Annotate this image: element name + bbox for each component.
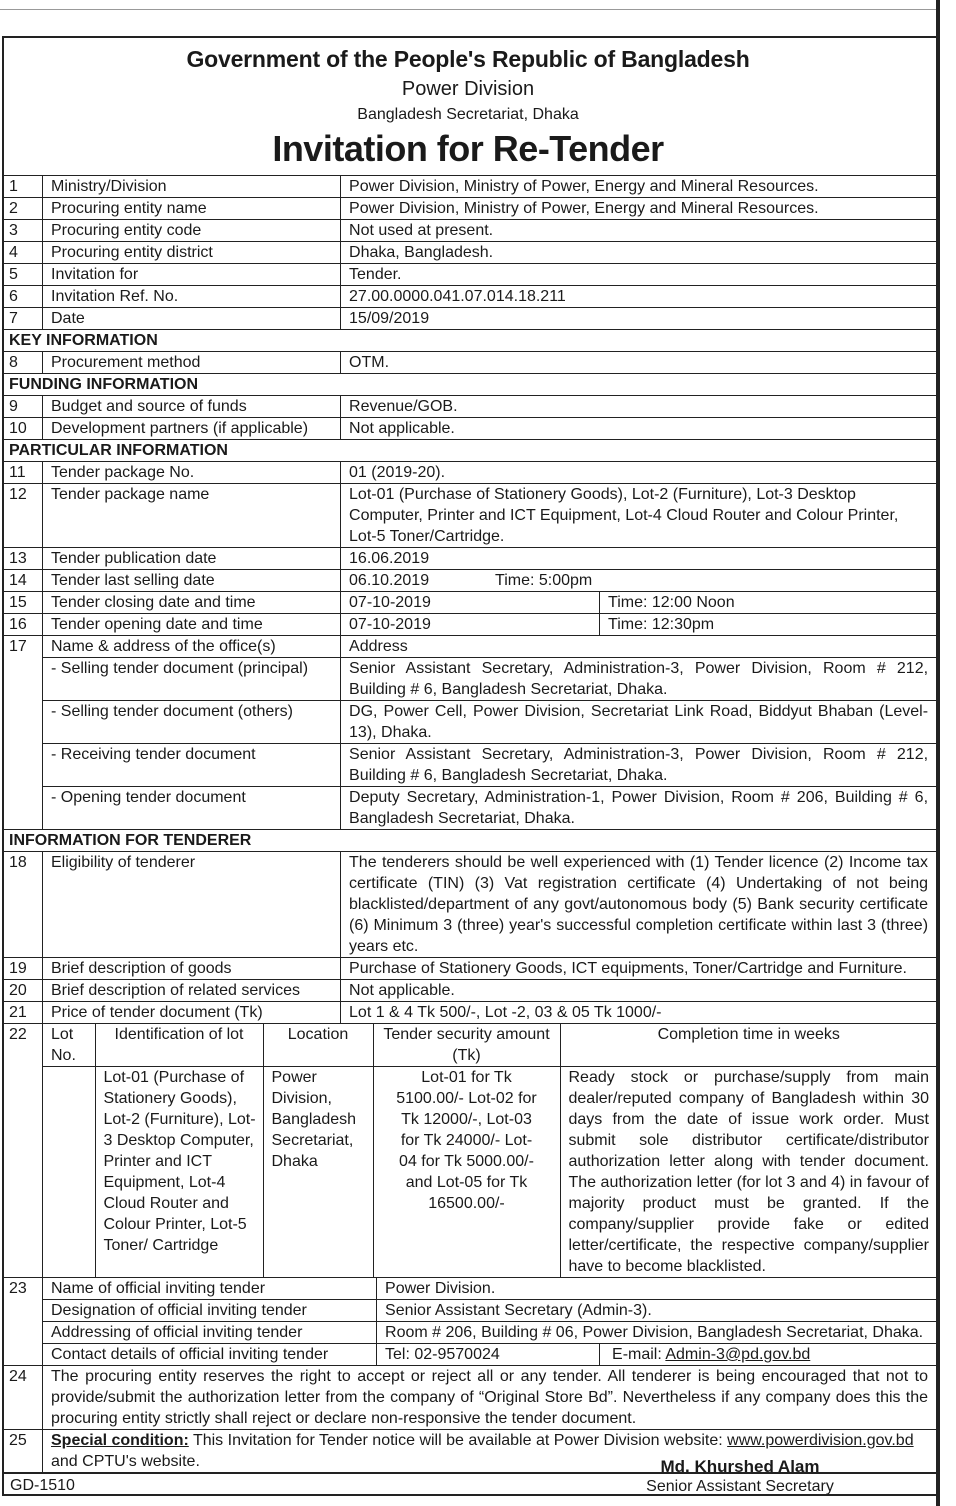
row-label: Brief description of goods [43,958,341,980]
row-label: Procuring entity name [43,198,341,220]
email-link[interactable]: Admin-3@pd.gov.bd [665,1346,811,1363]
government-heading: Government of the People's Republic of Bangladesh [186,46,750,72]
contact-email-cell [600,1344,937,1366]
lot-no-cell [43,1067,95,1278]
section-information-for-tenderer: INFORMATION FOR TENDERER [3,830,937,852]
lot-security: Lot-01 for Tk 5100.00/- Lot-02 for Tk 12000/-, Lot-03 for Tk 24000/- Lot-04 for Tk 5000.00/- and Lot-05 for Tk 16500.00/- [373,1067,560,1278]
row-label: Invitation for [43,264,341,286]
row-label: Tender opening date and time [43,614,341,636]
table-row [3,958,937,980]
row-number: 10 [3,418,43,440]
special-condition-text: This Invitation for Tender notice will be available at Power Division website: [188,1432,728,1449]
table-row [3,701,937,744]
row-label: Tender publication date [43,548,341,570]
row-value: The tenderers should be well experienced with (1) Tender licence (2) Income tax certificate (TIN) (3) Vat registration certificate (4) Undertaking of not being blacklisted/department of any govt/autonomous body (5) Bank security certificate (6) Minimum 3 (three) year's successful completion certificate within last 3 (three) years etc. [341,852,937,958]
notice-code: GD-1510 [10,1477,75,1494]
row-label: Date [43,308,341,330]
section-row [3,330,937,352]
row-label: Invitation Ref. No. [43,286,341,308]
row-number: 25 [3,1430,43,1474]
row-value: Not used at present. [341,220,937,242]
row-number: 22 [3,1024,43,1278]
row-value: 16.06.2019 [341,548,937,570]
signer-title: Senior Assistant Secretary [646,1478,834,1495]
table-row [3,658,937,701]
row-value: 15/09/2019 [341,308,937,330]
lot-table [43,1024,937,1277]
row-label: Name & address of the office(s) [43,636,341,658]
row-value: Not applicable. [341,418,937,440]
table-row [3,176,937,198]
row-number: 3 [3,220,43,242]
table-row [3,1300,937,1322]
table-row [3,352,937,374]
row-number: 14 [3,570,43,592]
lot-location: Power Division, Bangladesh Secretariat, Dhaka [263,1067,373,1278]
row-number: 11 [3,462,43,484]
row-number: 21 [3,1002,43,1024]
table-row [3,286,937,308]
lot-header-row [43,1024,937,1067]
row-number: 1 [3,176,43,198]
row-value: Power Division, Ministry of Power, Energy and Mineral Resources. [341,198,937,220]
row-label: Addressing of official inviting tender [43,1322,377,1344]
row-label: Tender package name [43,484,341,548]
table-row [3,1322,937,1344]
table-row [3,614,937,636]
row-value: Room # 206, Building # 06, Power Division, Bangladesh Secretariat, Dhaka. [377,1322,937,1344]
row-label: Tender package No. [43,462,341,484]
row-number: 12 [3,484,43,548]
row-number: 7 [3,308,43,330]
row-label: Name of official inviting tender [43,1278,377,1300]
row-number: 5 [3,264,43,286]
lot-table-cell [43,1024,937,1278]
website-link[interactable]: www.powerdivision.gov.bd [727,1432,914,1449]
row-label: Ministry/Division [43,176,341,198]
lot-data-row [43,1067,937,1278]
row-value: Address [341,636,937,658]
table-row [3,418,937,440]
table-row [3,1002,937,1024]
row-value: 27.00.0000.041.07.014.18.211 [341,286,937,308]
row-value: Purchase of Stationery Goods, ICT equipments, Toner/Cartridge and Furniture. [341,958,937,980]
row-number: 18 [3,852,43,958]
table-row [3,220,937,242]
table-row [3,242,937,264]
tender-table [2,175,937,1474]
completion-header: Completion time in weeks [560,1024,937,1067]
office-label: - Opening tender document [43,787,341,830]
row-number: 8 [3,352,43,374]
row-label: Tender closing date and time [43,592,341,614]
row-number: 15 [3,592,43,614]
section-key-information: KEY INFORMATION [3,330,937,352]
row-number: 13 [3,548,43,570]
table-row [3,980,937,1002]
row-value: Tender. [341,264,937,286]
table-row [3,852,937,958]
table-row [3,1366,937,1430]
row-label: Tender last selling date [43,570,341,592]
office-address: Senior Assistant Secretary, Administration-3, Power Division, Room # 212, Building # 6, Bangladesh Secretariat, Dhaka. [341,658,937,701]
row-number: 16 [3,614,43,636]
row-text: The procuring entity reserves the right to accept or reject all or any tender. All tenderer is being encouraged that not to provide/submit the authorization letter from the company of “Original Store Bd”. Nevertheless if any company does this the procuring entity strictly shall reject or declare non-responsive the tender document. [43,1366,937,1430]
row-value: Revenue/GOB. [341,396,937,418]
table-row [3,1024,937,1278]
row-label: Price of tender document (Tk) [43,1002,341,1024]
row-value: OTM. [341,352,937,374]
opening-date: 07-10-2019 [341,614,600,636]
table-row [3,636,937,658]
table-row [3,744,937,787]
row-value: Dhaka, Bangladesh. [341,242,937,264]
row-value [341,570,937,592]
lot-identification: Lot-01 (Purchase of Stationery Goods), Lot-2 (Furniture), Lot-3 Desktop Computer, Printer and ICT Equipment, Lot-4 Cloud Router and Colour Printer, Lot-5 Toner/ Cartridge [95,1067,263,1278]
row-number: 23 [3,1278,43,1366]
row-number: 2 [3,198,43,220]
division-heading: Power Division [401,78,535,100]
row-value: Lot-01 (Purchase of Stationery Goods), Lot-2 (Furniture), Lot-3 Desktop Computer, Printer and ICT Equipment, Lot-4 Cloud Router and Colour Printer, Lot-5 Toner/Cartridge. [341,484,937,548]
table-row [3,308,937,330]
row-label: Development partners (if applicable) [43,418,341,440]
row-value: Power Division. [377,1278,937,1300]
selling-date: 06.10.2019 [349,572,430,589]
table-row [3,592,937,614]
row-label: Procuring entity code [43,220,341,242]
notice-title: Invitation for Re-Tender [272,128,664,169]
section-row [3,440,937,462]
table-row [3,1278,937,1300]
table-row [3,570,937,592]
office-address: Deputy Secretary, Administration-1, Power Division, Room # 206, Building # 6, Bangladesh Secretariat, Dhaka. [341,787,937,830]
office-address: Senior Assistant Secretary, Administration-3, Power Division, Room # 212, Building # 6, Bangladesh Secretariat, Dhaka. [341,744,937,787]
row-label: Brief description of related services [43,980,341,1002]
location-heading: Bangladesh Secretariat, Dhaka [357,106,579,123]
row-value: Lot 1 & 4 Tk 500/-, Lot -2, 03 & 05 Tk 1000/- [341,1002,937,1024]
row-label: Designation of official inviting tender [43,1300,377,1322]
table-row [3,264,937,286]
table-row [3,198,937,220]
office-address: DG, Power Cell, Power Division, Secretariat Link Road, Biddyut Bhaban (Level-13), Dhaka. [341,701,937,744]
email-prefix: E-mail: [612,1346,666,1363]
row-label: Procuring entity district [43,242,341,264]
office-label: - Selling tender document (others) [43,701,341,744]
signer-name: Md. Khurshed Alam [660,1457,820,1476]
office-label: - Receiving tender document [43,744,341,787]
table-row [3,787,937,830]
row-label: Budget and source of funds [43,396,341,418]
section-particular-information: PARTICULAR INFORMATION [3,440,937,462]
closing-time: Time: 12:00 Noon [600,592,937,614]
row-label: Procurement method [43,352,341,374]
special-condition-tail: and CPTU's website. [51,1453,200,1470]
row-number: 6 [3,286,43,308]
row-value: Power Division, Ministry of Power, Energy and Mineral Resources. [341,176,937,198]
office-label: - Selling tender document (principal) [43,658,341,701]
table-row [3,548,937,570]
selling-time: Time: 5:00pm [495,572,593,589]
lot-no-header: Lot No. [43,1024,95,1067]
closing-date: 07-10-2019 [341,592,600,614]
table-row [3,1344,937,1366]
opening-time: Time: 12:30pm [600,614,937,636]
top-rule [0,9,940,10]
row-number: 9 [3,396,43,418]
location-header: Location [263,1024,373,1067]
row-label: Contact details of official inviting tender [43,1344,377,1366]
row-value: 01 (2019-20). [341,462,937,484]
table-row [3,484,937,548]
row-number: 17 [3,636,43,830]
security-header: Tender security amount (Tk) [373,1024,560,1067]
contact-tel: Tel: 02-9570024 [377,1344,600,1366]
table-row [3,462,937,484]
identification-header: Identification of lot [95,1024,263,1067]
lot-completion: Ready stock or purchase/supply from main dealer/reputed company of Bangladesh within 30 days from the date of issue work order. Must submit sole distributor certificate/distributor authorization letter along with tender document. The authorization letter (for lot 3 and 4) in favour of majority product must be granted. If the company/supplier provide fake or edited letter/certificate, the respective company/supplier have to become blacklisted. [560,1067,937,1278]
row-label: Eligibility of tenderer [43,852,341,958]
table-row [3,396,937,418]
row-number: 24 [3,1366,43,1430]
row-value: Not applicable. [341,980,937,1002]
row-number: 4 [3,242,43,264]
row-number: 20 [3,980,43,1002]
section-funding-information: FUNDING INFORMATION [3,374,937,396]
special-condition-lead: Special condition: [51,1432,189,1449]
row-value: Senior Assistant Secretary (Admin-3). [377,1300,937,1322]
section-row [3,830,937,852]
section-row [3,374,937,396]
row-number: 19 [3,958,43,980]
